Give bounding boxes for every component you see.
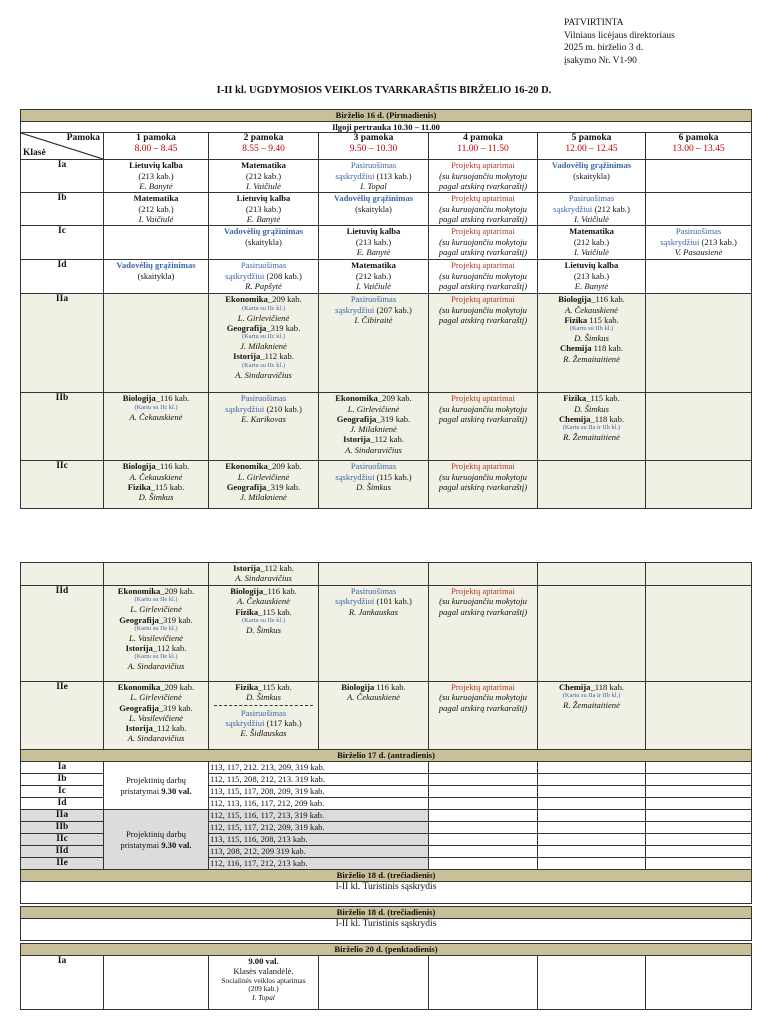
lesson-cell: Ekonomika_209 kab. L. Girlevičienė Geografija_319 kab. J. Milaknienė: [209, 461, 319, 509]
rooms-cell: 112, 115, 116, 117, 213, 319 kab.: [209, 810, 429, 822]
lesson-cell: Pasiruošimas sąskrydžiui (210 kab.) E. Karikovas: [209, 393, 319, 461]
rooms-cell: 113, 208, 212, 209 319 kab.: [209, 846, 429, 858]
trip-row: I-II kl. Turistinis sąskrydis: [21, 882, 752, 904]
lesson-cell: [646, 461, 752, 509]
class-label: Ia: [21, 160, 104, 193]
lesson-cell: [646, 260, 752, 294]
lesson-cell: Fizika_115 kab. D. Šimkus Chemija_118 kab. (Kartu su IIa ir IIb kl.) R. Žemaitaitienė: [538, 393, 646, 461]
table-row: [21, 226, 752, 260]
lesson-cell: Ekonomika_209 kab. L. Girlevičienė Geografija_319 kab. L. Vasilevičienė Istorija_112 kab. A. Sindaravičius: [104, 682, 209, 750]
approval-line: Vilniaus licėjaus direktoriaus: [564, 30, 675, 41]
lesson-cell: Projektų aptarimai (su kuruojančiu mokytoju pagal atskirą tvarkaraštį): [429, 461, 538, 509]
header-pamoka: Pamoka: [66, 133, 100, 144]
lesson-cell: Lietuvių kalba (213 kab.) E. Banytė: [538, 260, 646, 294]
approval-line: 2025 m. birželio 3 d.: [564, 43, 644, 53]
period-header: 2 pamoka 8.55 – 9.40: [209, 133, 319, 160]
lesson-cell: Projektų aptarimai (su kuruojančiu mokytoju pagal atskirą tvarkaraštį): [429, 294, 538, 393]
day-header-18: Birželio 18 d. (trečiadienis): [21, 870, 752, 882]
trip-row: I-II kl. Turistinis sąskrydis: [21, 919, 752, 941]
class-label: Ib: [21, 193, 104, 226]
table-row: [21, 956, 752, 1010]
lesson-cell: 9.00 val. Klasės valandėlė. Socialinės veiklos aptarimas (209 kab.) I. Topal: [209, 956, 319, 1010]
rooms-cell: 113, 117, 212. 213, 209, 319 kab.: [209, 762, 429, 774]
lesson-cell: Matematika (212 kab.) I. Vaičiulė: [538, 226, 646, 260]
approval-block: [564, 17, 675, 67]
lesson-cell: Biologija_116 kab. (Kartu su IIc kl.) A. Čekauskienė: [104, 393, 209, 461]
day-header-17: Birželio 17 d. (antradienis): [21, 750, 752, 762]
class-label: Ib: [21, 774, 104, 786]
table-row: [21, 393, 752, 461]
class-label: Id: [21, 260, 104, 294]
lesson-cell: [646, 160, 752, 193]
lesson-cell: Projektų aptarimai (su kuruojančiu mokytoju pagal atskirą tvarkaraštį): [429, 193, 538, 226]
day-header-18: Birželio 18 d. (trečiadienis): [21, 907, 752, 919]
approval-line: įsakymo Nr. V1-90: [564, 55, 637, 66]
lesson-cell: Vadovėlių grąžinimas (skaitykla): [209, 226, 319, 260]
lesson-cell: Vadovėlių grąžinimas (skaitykla): [538, 160, 646, 193]
lesson-cell: Chemija_118 kab. (Kartu su IIa ir IIb kl.) R. Žemaitaitienė: [538, 682, 646, 750]
lesson-cell: Projektų aptarimai (su kuruojančiu mokytoju pagal atskirą tvarkaraštį): [429, 160, 538, 193]
day-header-16: Birželio 16 d. (Pirmadienis): [21, 110, 752, 122]
lesson-cell: [646, 294, 752, 393]
lesson-cell: Ekonomika_209 kab. (Kartu su IIe kl.) L. Girlevičienė Geografija_319 kab. (Kartu su IIe kl.) L. Vasilevičienė Istorija_112 kab. (Kartu su IIe kl.) A. Sindaravičius: [104, 586, 209, 682]
header-corner: [21, 133, 104, 160]
lesson-cell: Pasiruošimas sąskrydžiui (101 kab.) R. Jankauskas: [319, 586, 429, 682]
class-label: IIe: [21, 682, 104, 750]
lesson-cell: Projektų aptarimai (su kuruojančiu mokytoju pagal atskirą tvarkaraštį): [429, 586, 538, 682]
lesson-cell: Ekonomika_209 kab. L. Girlevičienė Geografija_319 kab. J. Milaknienė Istorija_112 kab. A. Sindaravičius: [319, 393, 429, 461]
class-label: IIe: [21, 858, 104, 870]
lesson-cell: Biologija_116 kab. A. Čekauskienė Fizika_115 kab. D. Šimkus: [104, 461, 209, 509]
lesson-cell: [104, 226, 209, 260]
class-label: Ia: [21, 762, 104, 774]
lesson-cell: Matematika (212 kab.) I. Vaičiulė: [319, 260, 429, 294]
lesson-cell: Projektų aptarimai (su kuruojančiu mokytoju pagal atskirą tvarkaraštį): [429, 260, 538, 294]
lesson-cell: Vadovėlių grąžinimas (skaitykla): [319, 193, 429, 226]
lesson-cell: Pasiruošimas sąskrydžiui (212 kab.) I. Vaičiulė: [538, 193, 646, 226]
header-klase: Klasė: [23, 148, 46, 158]
presentations-cell: Projektinių darbų pristatymai 9.30 val.: [104, 810, 209, 870]
lesson-cell: [646, 563, 752, 586]
lesson-cell: [538, 586, 646, 682]
period-header: 4 pamoka 11.00 – 11.50: [429, 133, 538, 160]
lesson-cell: Projektų aptarimai (su kuruojančiu mokytoju pagal atskirą tvarkaraštį): [429, 393, 538, 461]
lesson-cell: Pasiruošimas sąskrydžiui (115 kab.) D. Šimkus: [319, 461, 429, 509]
lesson-cell: Lietuvių kalba (213 kab.) E. Banytė: [209, 193, 319, 226]
class-label: IId: [21, 586, 104, 682]
lesson-cell: Pasiruošimas sąskrydžiui (207 kab.) I. Čibiraitė: [319, 294, 429, 393]
period-header: 3 pamoka 9.50 – 10.30: [319, 133, 429, 160]
table-row: [21, 193, 752, 226]
period-header: 5 pamoka 12.00 – 12.45: [538, 133, 646, 160]
lesson-cell: Projektų aptarimai (su kuruojančiu mokytoju pagal atskirą tvarkaraštį): [429, 226, 538, 260]
document-title: I-II kl. UGDYMOSIOS VEIKLOS TVARKARAŠTIS BIRŽELIO 16-20 D.: [216, 85, 552, 96]
table-row: [21, 563, 752, 586]
rooms-cell: 112, 113, 116, 117, 212, 209 kab.: [209, 798, 429, 810]
lesson-cell: [429, 563, 538, 586]
lesson-cell: [429, 956, 538, 1010]
class-label: IIc: [21, 834, 104, 846]
approval-line: PATVIRTINTA: [564, 18, 624, 28]
class-label: IIb: [21, 822, 104, 834]
lesson-cell: Pasiruošimas sąskrydžiui (213 kab.) V. Pasausienė: [646, 226, 752, 260]
lesson-cell: Ekonomika_209 kab. (Kartu su IIc kl.) L. Girlevičienė Geografija_319 kab. (Kartu su IIc kl.) J. Milaknienė Istorija_112 kab. (Kartu su IIc kl.) A. Sindaravičius: [209, 294, 319, 393]
lesson-cell: Vadovėlių grąžinimas (skaitykla): [104, 260, 209, 294]
table-row: [21, 810, 752, 822]
lesson-cell: [646, 393, 752, 461]
lesson-cell: [646, 682, 752, 750]
class-label: Ic: [21, 226, 104, 260]
lesson-cell: [646, 193, 752, 226]
lesson-cell: [538, 563, 646, 586]
schedule-table-page2: [20, 562, 752, 1010]
table-row: [21, 260, 752, 294]
lesson-cell: Lietuvių kalba (213 kab.) E. Banytė: [104, 160, 209, 193]
lesson-cell: Matematika (212 kab.) I. Vaičiulė: [209, 160, 319, 193]
lesson-cell: [319, 563, 429, 586]
lesson-cell: Biologija 116 kab. A. Čekauskienė: [319, 682, 429, 750]
lesson-cell: [646, 586, 752, 682]
lesson-cell: Projektų aptarimai (su kuruojančiu mokytoju pagal atskirą tvarkaraštį): [429, 682, 538, 750]
table-row: [21, 762, 752, 774]
class-label: IId: [21, 846, 104, 858]
day-header-20: Birželio 20 d. (penktadienis): [21, 944, 752, 956]
lesson-cell: [538, 956, 646, 1010]
lesson-cell: Pasiruošimas sąskrydžiui (208 kab.) R. Papšytė: [209, 260, 319, 294]
rooms-cell: 112, 115, 208, 212, 213. 319 kab.: [209, 774, 429, 786]
class-label: Id: [21, 798, 104, 810]
table-row: [21, 160, 752, 193]
period-header: 1 pamoka 8.00 – 8.45: [104, 133, 209, 160]
rooms-cell: 113, 115, 117, 208, 209, 319 kab.: [209, 786, 429, 798]
schedule-table-page1: [20, 109, 752, 509]
class-label: IIb: [21, 393, 104, 461]
period-header: 6 pamoka 13.00 – 13.45: [646, 133, 752, 160]
rooms-cell: 113, 115, 116, 208, 213 kab.: [209, 834, 429, 846]
lesson-cell: [538, 461, 646, 509]
lesson-cell: Lietuvių kalba (213 kab.) E. Banytė: [319, 226, 429, 260]
lesson-cell: Istorija_112 kab. A. Sindaravičius: [209, 563, 319, 586]
lesson-cell: [104, 294, 209, 393]
class-label: Ia: [21, 956, 104, 1010]
lesson-cell: [104, 956, 209, 1010]
rooms-cell: 112, 115, 117, 212, 209, 319 kab.: [209, 822, 429, 834]
class-label: IIa: [21, 810, 104, 822]
table-row: [21, 294, 752, 393]
lesson-cell: [104, 563, 209, 586]
rooms-cell: 112, 116, 117, 212, 213 kab.: [209, 858, 429, 870]
presentations-cell: Projektinių darbų pristatymai 9.30 val.: [104, 762, 209, 810]
break-row: Ilgoji pertrauka 10.30 – 11.00: [21, 122, 752, 133]
class-label: Ic: [21, 786, 104, 798]
lesson-cell: [319, 956, 429, 1010]
lesson-cell: Pasiruošimas sąskrydžiui (113 kab.) I. Topal: [319, 160, 429, 193]
table-row: [21, 682, 752, 750]
class-label: [21, 563, 104, 586]
lesson-cell: Fizika_115 kab. D. Šimkus Pasiruošimas sąskrydžiui (117 kab.) E. Šidlauskas: [209, 682, 319, 750]
lesson-cell: Biologija_116 kab. A. Čekauskienė Fizika 115 kab. (Kartu su IIb kl.) D. Šimkus Chemija 118 kab. R. Žemaitaitienė: [538, 294, 646, 393]
table-row: [21, 461, 752, 509]
table-row: [21, 586, 752, 682]
lesson-cell: Matematika (212 kab.) I. Vaičiulė: [104, 193, 209, 226]
lesson-cell: [646, 956, 752, 1010]
lesson-cell: Biologija_116 kab. A. Čekauskienė Fizika_115 kab. (Kartu su IIe kl.) D. Šimkus: [209, 586, 319, 682]
class-label: IIa: [21, 294, 104, 393]
class-label: IIc: [21, 461, 104, 509]
